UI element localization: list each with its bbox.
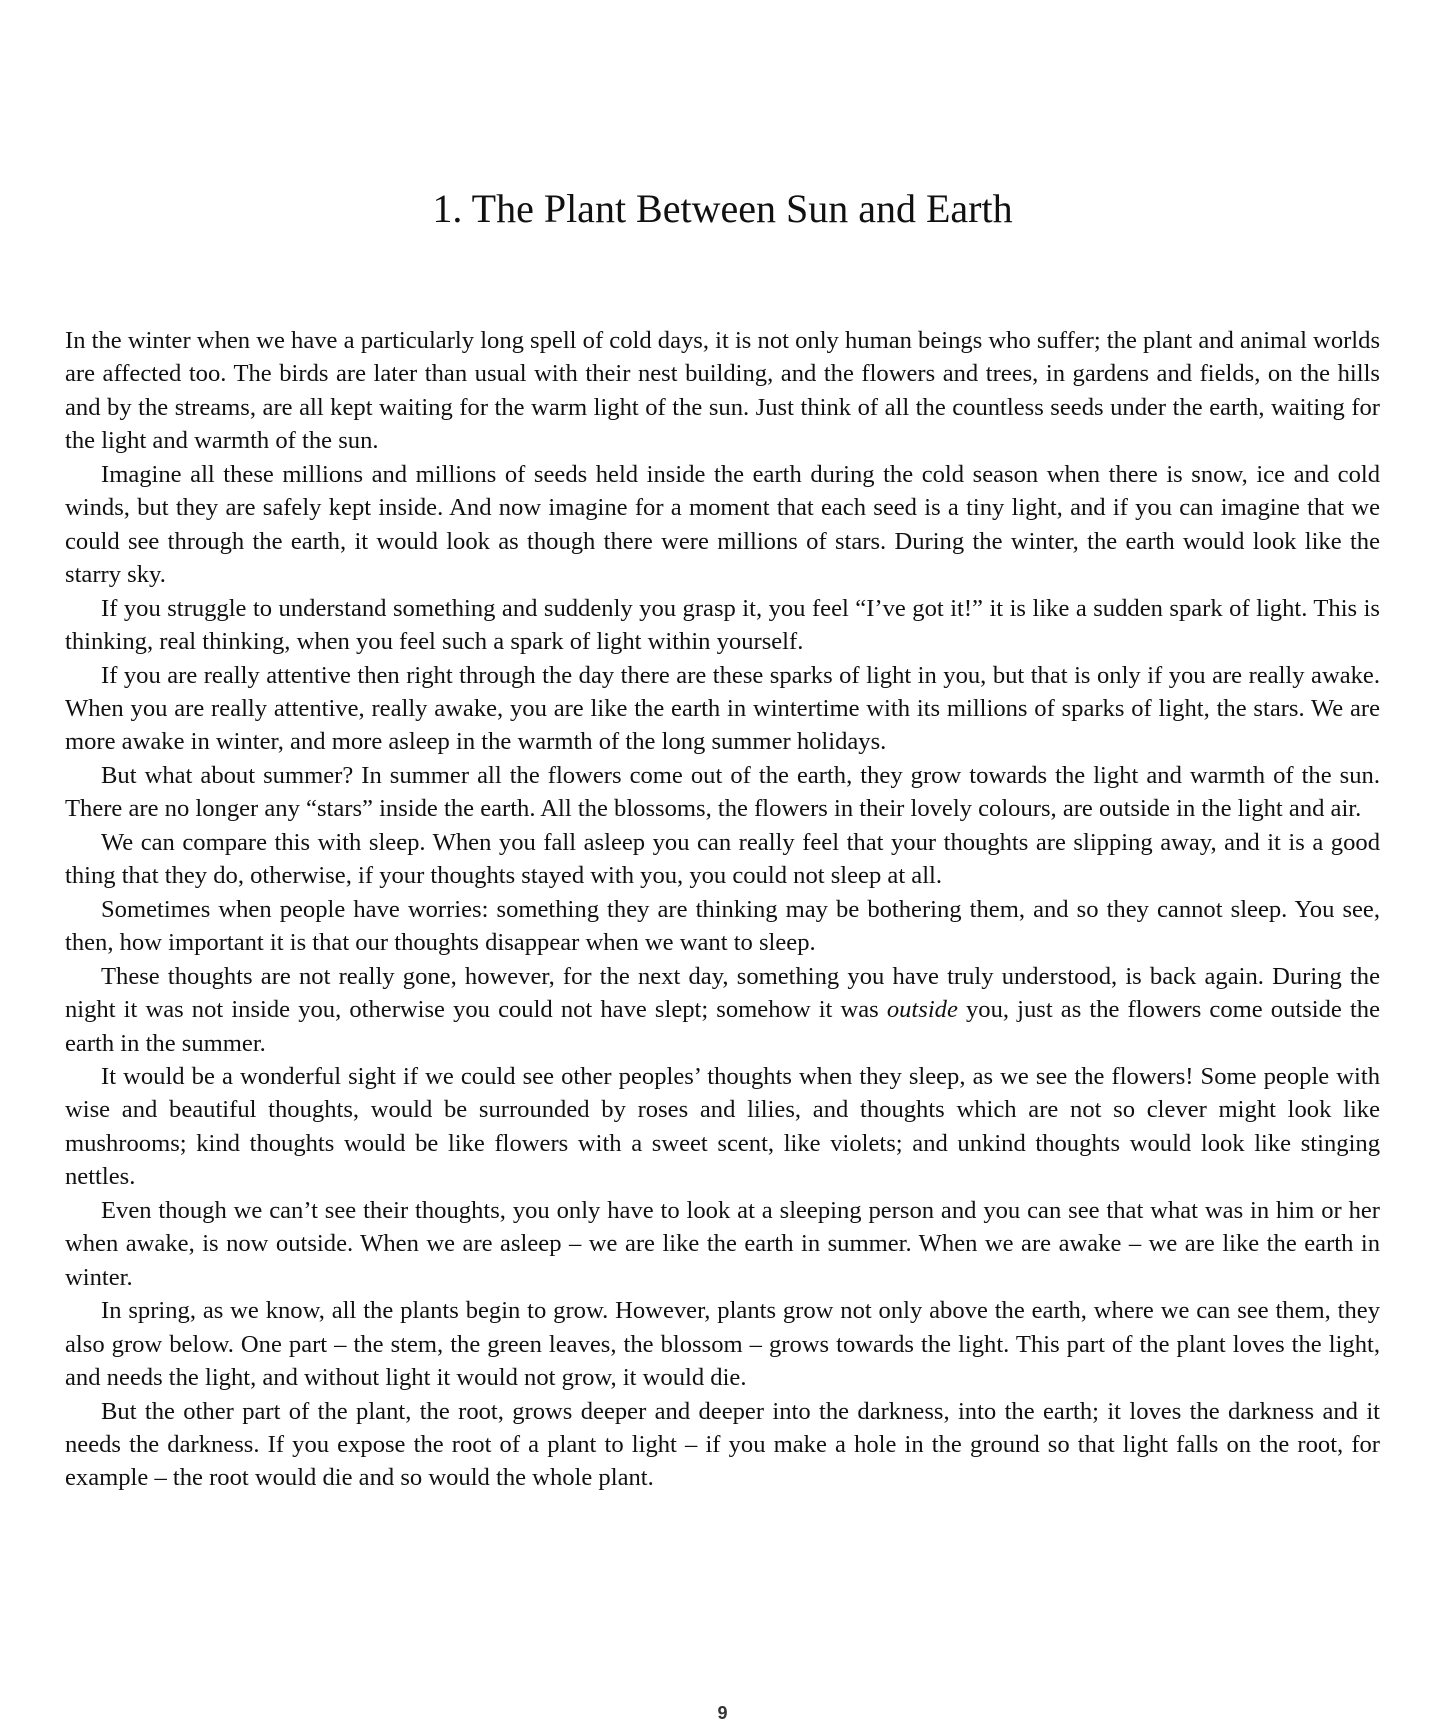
paragraph: It would be a wonderful sight if we could see other peoples’ thoughts when they sleep, as we see the flowers! Some people with wise and beautiful thoughts, would be surrounded by roses and lilies, and thoughts which are not so clever might look like mushrooms; kind thoughts would be like flowers with a sweet scent, like violets; and unkind thoughts would look like stinging nettles. [65,1062,1380,1191]
paragraph: But the other part of the plant, the root, grows deeper and deeper into the darkness, into the earth; it loves the darkness and it needs the darkness. If you expose the root of a plant to light – if you make a hole in the ground so that light falls on the root, for example – the root would die and so would the whole plant. [65,1397,1380,1492]
paragraph: In spring, as we know, all the plants begin to grow. However, plants grow not only above the earth, where we can see them, they also grow below. One part – the stem, the green leaves, the blossom – grows towards the light. This part of the plant loves the light, and needs the light, and without light it would not grow, it would die. [65,1297,1380,1392]
paragraph: Even though we can’t see their thoughts, you only have to look at a sleeping person and you can see that what was in him or her when awake, is now outside. When we are asleep – we are like the earth in summer. When we are awake – we are like the earth in winter. [65,1196,1380,1291]
paragraph: If you are really attentive then right through the day there are these sparks of light in you, but that is only if you are really awake. When you are really attentive, really awake, you are like the earth in wintertime with its millions of sparks of light, the stars. We are more awake in winter, and more asleep in the warmth of the long summer holidays. [65,661,1380,756]
paragraph: In the winter when we have a particularly long spell of cold days, it is not only human beings who suffer; the plant and animal worlds are affected too. The birds are later than usual with their nest building, and the flowers and trees, in gardens and fields, on the hills and by the streams, are all kept waiting for the warm light of the sun. Just think of all the countless seeds under the earth, waiting for the light and warmth of the sun. [65,327,1381,455]
emphasized-word: outside [886,996,958,1024]
paragraph: Imagine all these millions and millions of seeds held inside the earth during the cold season when there is snow, ice and cold winds, but they are safely kept inside. And now imagine for a moment that each seed is a tiny light, and if you can imagine that we could see through the earth, it would look as though there were millions of stars. During the winter, the earth would look like the starry sky. [65,460,1380,589]
chapter-body [65,324,1380,1495]
paragraph-text: you, just as the flowers come outside the earth in the summer. [65,996,1380,1057]
chapter-title: 1. The Plant Between Sun and Earth [432,186,1013,231]
paragraph: But what about summer? In summer all the flowers come out of the earth, they grow towards the light and warmth of the sun. There are no longer any “stars” inside the earth. All the blossoms, the flowers in their lovely colours, are outside in the light and air. [65,761,1380,823]
page-number: 9 [717,1703,728,1723]
paragraph [65,960,1380,1060]
paragraph: If you struggle to understand something and suddenly you grasp it, you feel “I’ve got it!” it is like a sudden spark of light. This is thinking, real thinking, when you feel such a spark of light within yourself. [65,594,1380,656]
paragraph: Sometimes when people have worries: something they are thinking may be bothering them, and so they cannot sleep. You see, then, how important it is that our thoughts disappear when we want to sleep. [65,895,1380,957]
paragraph-text: These thoughts are not really gone, however, for the next day, something you have truly understood, is back again. During the night it was not inside you, otherwise you could not have slept; somehow it was [65,962,1380,1024]
paragraph: We can compare this with sleep. When you fall asleep you can really feel that your thoughts are slipping away, and it is a good thing that they do, otherwise, if your thoughts stayed with you, you could not sleep at all. [65,828,1380,890]
